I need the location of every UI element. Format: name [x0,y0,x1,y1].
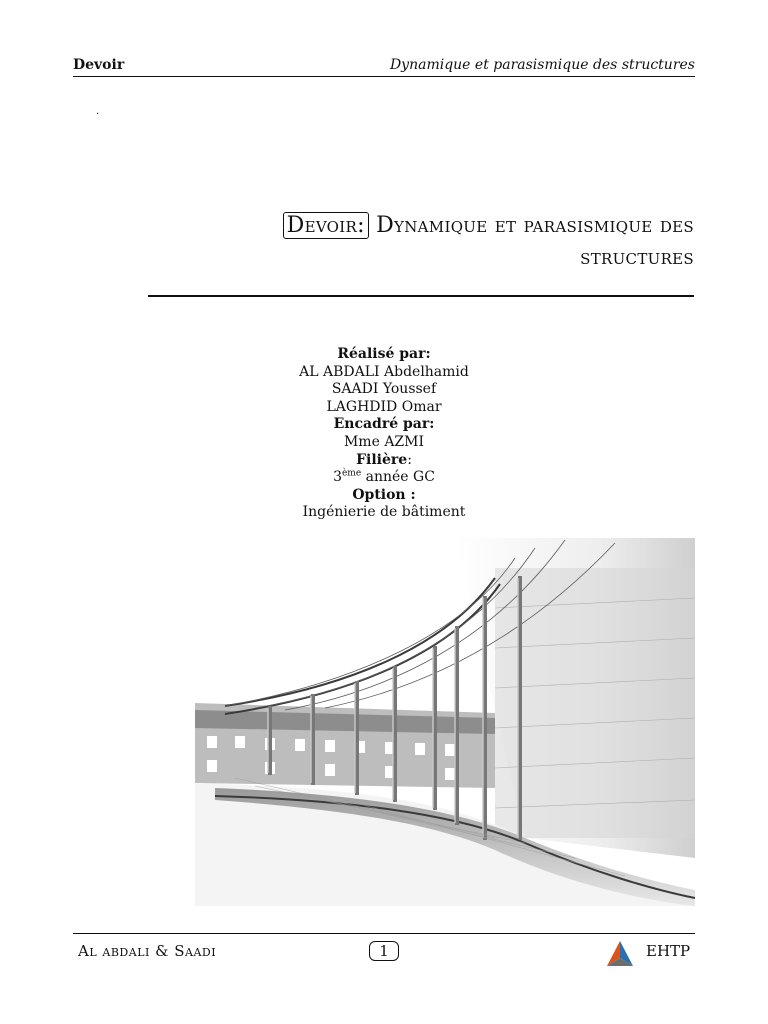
year-number: 3 [333,469,342,486]
title-boxed-label: Devoir: [283,212,369,239]
title-line-1: Dynamique et parasismique des [376,213,694,238]
author-1: AL ABDALI Abdelhamid [299,363,469,380]
title-rule [148,295,694,297]
year-line [0,469,768,487]
filiere-line [0,452,768,470]
running-header-right: Dynamique et parasismique des structures [389,57,695,73]
encadre-label: Encadré par: [333,416,435,433]
document-title [148,210,694,274]
building-illustration [195,538,695,906]
page-number: 1 [369,941,399,961]
stray-dot: . [96,106,100,117]
author-3: LAGHDID Omar [326,398,442,415]
option-value: Ingénierie de bâtiment [302,504,466,521]
supervisor: Mme AZMI [343,433,425,450]
year-rest: année GC [361,469,435,486]
header-rule [73,76,695,77]
title-line-2: structures [580,245,694,270]
filiere-colon: : [407,451,412,468]
footer-institution: EHTP [646,942,691,960]
footer-rule [73,933,695,934]
running-header-left: Devoir [73,57,125,73]
realise-label: Réalisé par: [337,346,431,362]
ehtp-logo-icon [604,940,636,968]
year-superscript: ème [341,468,362,479]
author-2: SAADI Youssef [331,381,437,398]
option-label: Option : [352,486,416,503]
credits-block [0,346,768,522]
footer-authors: Al abdali & Saadi [78,942,217,960]
filiere-label: Filière [356,451,408,468]
